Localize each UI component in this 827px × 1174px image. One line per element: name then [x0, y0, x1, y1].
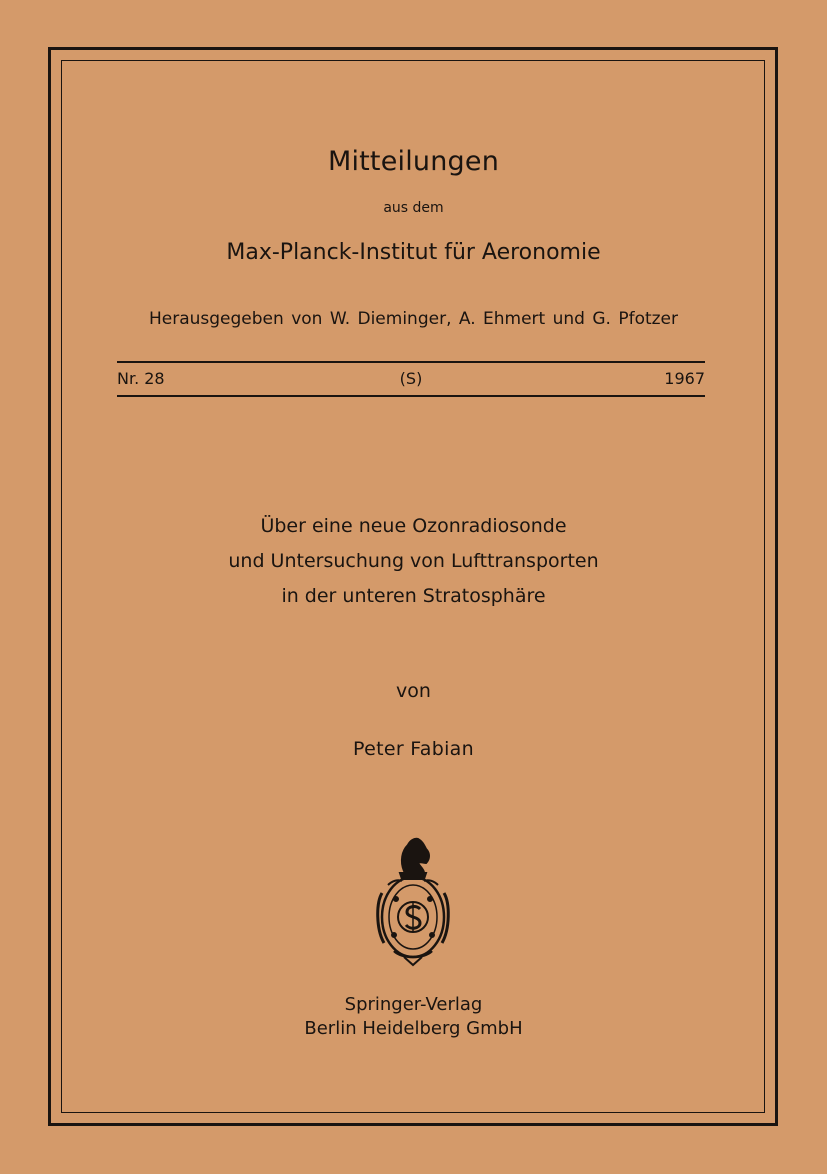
- top-rule: [117, 361, 705, 363]
- series-title: Mitteilungen: [327, 146, 500, 177]
- publisher-name: Springer-Verlag: [344, 994, 483, 1015]
- paper-title-line: und Untersuchung von Lufttransporten: [228, 550, 599, 572]
- author-name: Peter Fabian: [353, 738, 474, 760]
- paper-title: [0, 509, 827, 614]
- issue-number: Nr. 28: [117, 369, 165, 388]
- issue-year: 1967: [664, 369, 705, 388]
- paper-title-line: in der unteren Stratosphäre: [281, 585, 546, 607]
- aus-dem-text: aus dem: [383, 200, 444, 216]
- springer-chess-knight-icon: [374, 833, 452, 967]
- bottom-rule: [117, 395, 705, 397]
- publisher-block: [0, 993, 827, 1041]
- publisher-location: Berlin Heidelberg GmbH: [304, 1018, 523, 1039]
- paper-title-line: Über eine neue Ozonradiosonde: [260, 515, 567, 537]
- issue-series: (S): [399, 369, 423, 388]
- issue-row: [117, 369, 705, 391]
- by-text: von: [396, 680, 431, 702]
- editors-line: Herausgegeben von W. Dieminger, A. Ehmert und G. Pfotzer: [148, 309, 679, 329]
- institute-name: Max-Planck-Institut für Aeronomie: [226, 240, 601, 265]
